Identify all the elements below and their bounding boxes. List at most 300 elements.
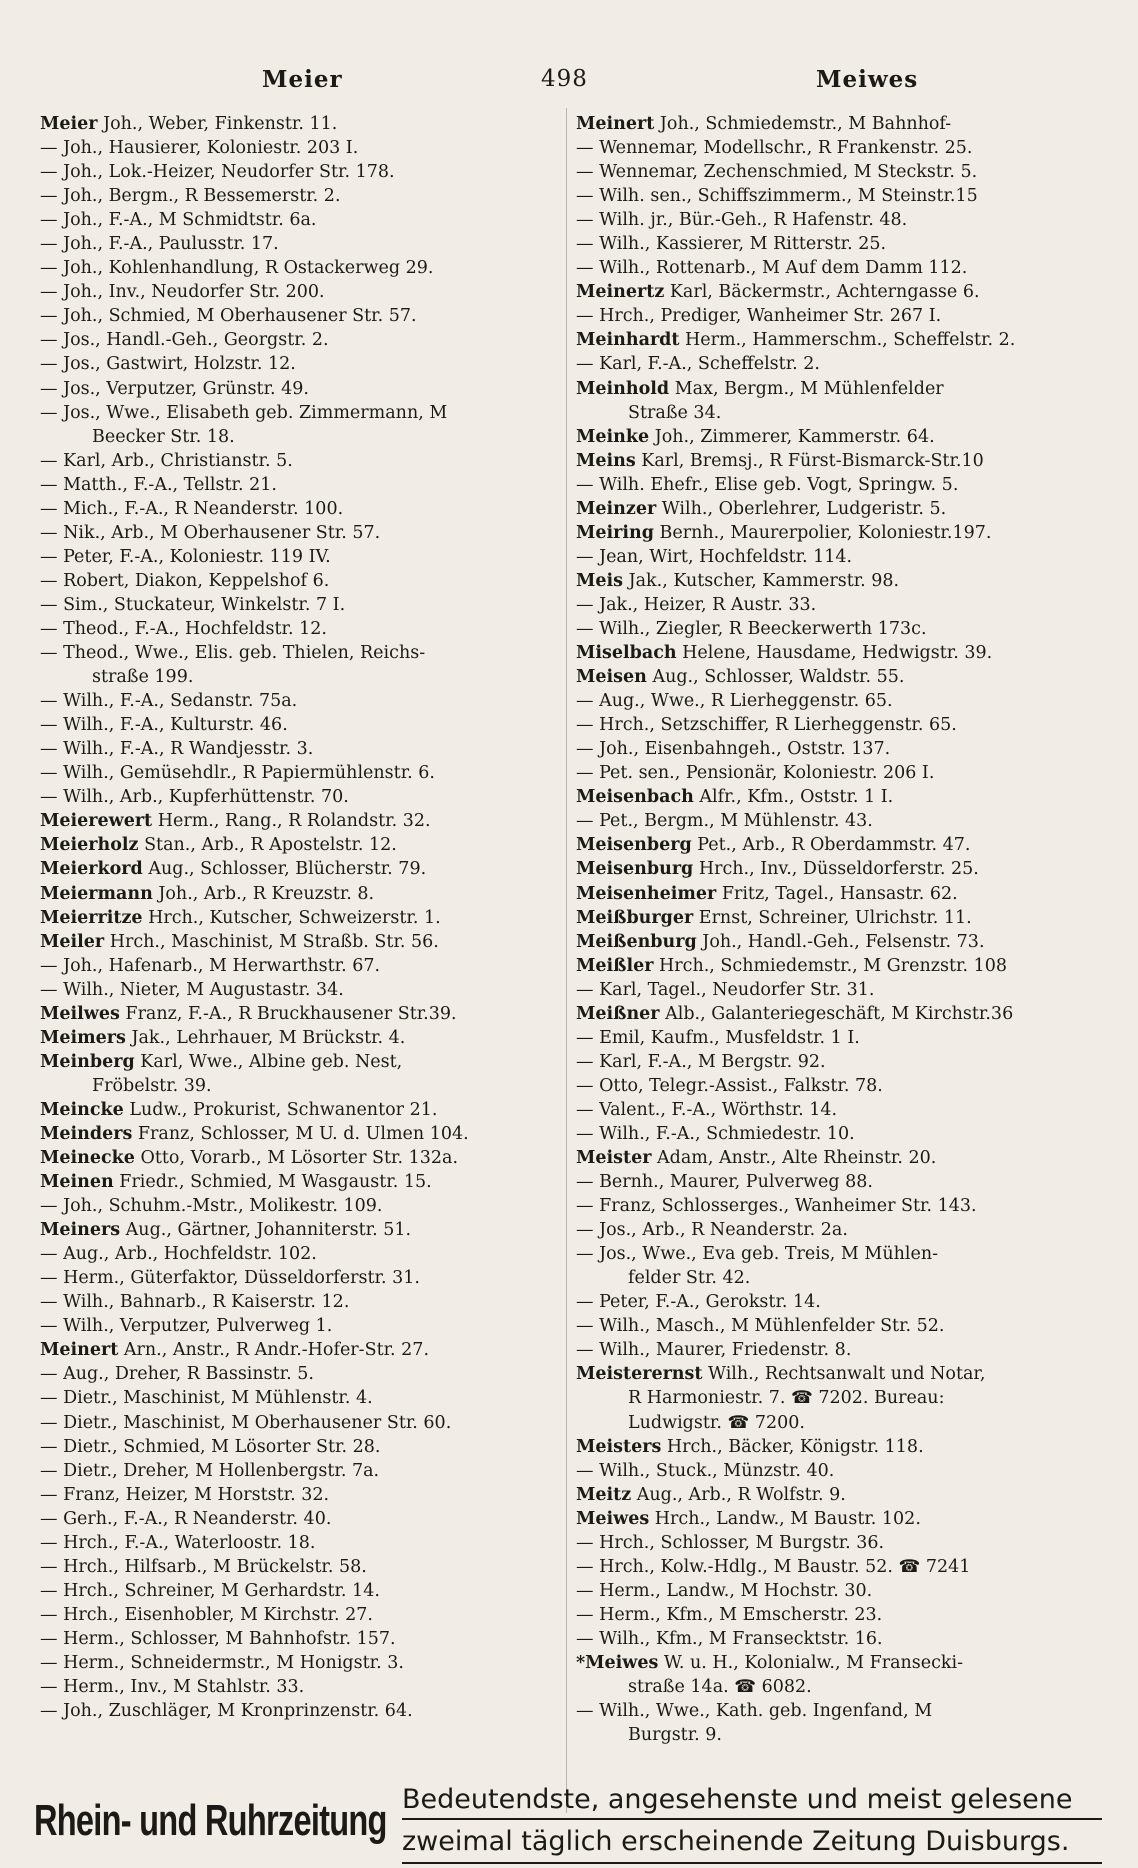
directory-entry xyxy=(576,1266,1096,1290)
directory-entry xyxy=(576,1194,1096,1218)
entry-surname: Meierritze xyxy=(40,907,143,928)
entry-details: — Hrch., Kolw.-Hdlg., M Baustr. 52. ☎ 7241 xyxy=(576,1556,971,1577)
entry-details: — Hrch., Setzschiffer, R Lierheggenstr. 65. xyxy=(576,715,957,736)
directory-entry xyxy=(40,1098,560,1122)
directory-entry xyxy=(576,1074,1096,1098)
directory-entry xyxy=(576,857,1096,881)
directory-entry xyxy=(40,689,560,713)
entry-details: — Jos., Handl.-Geh., Georgstr. 2. xyxy=(40,330,329,351)
entry-details: — Aug., Dreher, R Bassinstr. 5. xyxy=(40,1364,314,1385)
entry-details: — Herm., Landw., M Hochstr. 30. xyxy=(576,1580,873,1601)
entry-details: Otto, Vorarb., M Lösorter Str. 132a. xyxy=(134,1148,459,1169)
directory-entry xyxy=(576,1290,1096,1314)
directory-entry xyxy=(40,545,560,569)
entry-surname: Miselbach xyxy=(576,643,677,664)
entry-surname: Meisen xyxy=(576,667,647,688)
entry-surname: Meinberg xyxy=(40,1051,135,1072)
entry-details: — Theod., Wwe., Elis. geb. Thielen, Reichs- xyxy=(40,643,426,664)
directory-entry xyxy=(40,232,560,256)
directory-entry xyxy=(40,1266,560,1290)
entry-surname: Meinhardt xyxy=(576,330,680,351)
directory-entry xyxy=(576,352,1096,376)
entry-details: Ludw., Prokurist, Schwanentor 21. xyxy=(123,1099,438,1120)
entry-details: — Wilh., Maurer, Friedenstr. 8. xyxy=(576,1340,852,1361)
entry-surname: Meimers xyxy=(40,1027,126,1048)
entry-details: — Karl, F.-A., Scheffelstr. 2. xyxy=(576,354,820,375)
directory-entry xyxy=(40,449,560,473)
entry-details: Wilh., Oberlehrer, Ludgeristr. 5. xyxy=(656,498,947,519)
entry-details: — Karl, Tagel., Neudorfer Str. 31. xyxy=(576,979,875,1000)
directory-entry xyxy=(576,401,1096,425)
entry-surname: Meitz xyxy=(576,1484,632,1505)
directory-entry xyxy=(40,521,560,545)
directory-entry xyxy=(40,1435,560,1459)
directory-entry xyxy=(576,208,1096,232)
directory-entry xyxy=(576,112,1096,136)
directory-entry xyxy=(576,1242,1096,1266)
directory-entry xyxy=(576,473,1096,497)
entry-details: W. u. H., Kolonialw., M Fransecki- xyxy=(658,1653,964,1673)
directory-entry xyxy=(576,1050,1096,1074)
entry-surname: Meisenheimer xyxy=(576,883,717,904)
directory-entry xyxy=(576,545,1096,569)
directory-entry xyxy=(576,256,1096,280)
entry-details: Herm., Rang., R Rolandstr. 32. xyxy=(152,811,431,832)
entry-details: — Wilh., Kassierer, M Ritterstr. 25. xyxy=(576,234,887,255)
entry-details: Pet., Arb., R Oberdammstr. 47. xyxy=(691,835,971,856)
directory-entry xyxy=(576,425,1096,449)
entry-surname: Meiners xyxy=(40,1220,121,1241)
entry-details: — Bernh., Maurer, Pulverweg 88. xyxy=(576,1172,873,1193)
directory-entry xyxy=(576,1675,1096,1699)
directory-entry xyxy=(576,1218,1096,1242)
entry-details: Fritz, Tagel., Hansastr. 62. xyxy=(716,883,958,904)
entry-details: — Dietr., Maschinist, M Mühlenstr. 4. xyxy=(40,1388,373,1409)
directory-entry xyxy=(40,1627,560,1651)
entry-details: — Franz, Schlosserges., Wanheimer Str. 143. xyxy=(576,1196,977,1217)
entry-details: — Theod., F.-A., Hochfeldstr. 12. xyxy=(40,618,327,639)
directory-entry xyxy=(40,1170,560,1194)
directory-entry xyxy=(40,617,560,641)
directory-entry xyxy=(576,377,1096,401)
directory-entry xyxy=(576,785,1096,809)
directory-entry xyxy=(40,1314,560,1338)
entry-details: Alb., Galanteriegeschäft, M Kirchstr.36 xyxy=(659,1003,1014,1024)
entry-details: — Jos., Arb., R Neanderstr. 2a. xyxy=(576,1220,848,1241)
directory-entry xyxy=(40,112,560,136)
newspaper-logo: Rhein- und Ruhrzeitung xyxy=(34,1796,387,1845)
directory-entry xyxy=(576,232,1096,256)
entry-details: Hrch., Landw., M Baustr. 102. xyxy=(649,1508,921,1529)
directory-entry xyxy=(40,280,560,304)
entry-details: — Joh., Inv., Neudorfer Str. 200. xyxy=(40,282,325,303)
entry-details: — Wennemar, Modellschr., R Frankenstr. 25. xyxy=(576,138,973,159)
directory-entry xyxy=(576,1026,1096,1050)
directory-entry xyxy=(40,1122,560,1146)
entry-details: Aug., Schlosser, Blücherstr. 79. xyxy=(142,859,427,880)
directory-entry xyxy=(576,713,1096,737)
entry-details: — Jak., Heizer, R Austr. 33. xyxy=(576,594,817,615)
left-column xyxy=(40,112,560,1723)
entry-details: Hrch., Bäcker, Königstr. 118. xyxy=(661,1436,924,1457)
entry-details: Helene, Hausdame, Hedwigstr. 39. xyxy=(676,643,993,664)
directory-entry xyxy=(40,1675,560,1699)
entry-details: — Wilh., Bahnarb., R Kaiserstr. 12. xyxy=(40,1292,350,1313)
entry-surname: Meiermann xyxy=(40,883,153,904)
entry-surname: Meinert xyxy=(576,114,655,134)
directory-entry xyxy=(40,785,560,809)
entry-details: — Herm., Güterfaktor, Düsseldorferstr. 31. xyxy=(40,1268,420,1289)
entry-details: — Joh., Bergm., R Bessemerstr. 2. xyxy=(40,186,341,207)
entry-details: Joh., Weber, Finkenstr. 11. xyxy=(97,114,338,134)
entry-details: — Wennemar, Zechenschmied, M Steckstr. 5. xyxy=(576,162,978,183)
entry-surname: Meisterernst xyxy=(576,1364,703,1385)
entry-details: — Wilh. sen., Schiffszimmerm., M Steinstr.15 xyxy=(576,186,978,207)
entry-surname: Meinen xyxy=(40,1172,114,1193)
entry-details: — Wilh., F.-A., Schmiedestr. 10. xyxy=(576,1123,855,1144)
directory-entry xyxy=(40,930,560,954)
directory-entry xyxy=(576,1314,1096,1338)
entry-details: Karl, Bäckermstr., Achterngasse 6. xyxy=(664,282,980,303)
entry-details: Aug., Schlosser, Waldstr. 55. xyxy=(646,667,905,688)
directory-entry xyxy=(40,1050,560,1074)
entry-details: — Hrch., Schlosser, M Burgstr. 36. xyxy=(576,1532,885,1553)
entry-details: — Jean, Wirt, Hochfeldstr. 114. xyxy=(576,546,853,567)
directory-entry xyxy=(576,1603,1096,1627)
directory-entry xyxy=(40,761,560,785)
directory-entry xyxy=(40,497,560,521)
directory-entry xyxy=(40,833,560,857)
entry-details: — Wilh. jr., Bür.-Geh., R Hafenstr. 48. xyxy=(576,210,908,231)
directory-entry xyxy=(40,1146,560,1170)
directory-entry xyxy=(576,521,1096,545)
directory-entry xyxy=(576,882,1096,906)
directory-entry xyxy=(40,978,560,1002)
directory-entry xyxy=(576,497,1096,521)
entry-surname: Meierholz xyxy=(40,835,139,856)
entry-details: — Gerh., F.-A., R Neanderstr. 40. xyxy=(40,1508,332,1529)
directory-entry xyxy=(40,1386,560,1410)
directory-entry xyxy=(40,256,560,280)
entry-details: — Valent., F.-A., Wörthstr. 14. xyxy=(576,1099,838,1120)
entry-details: Jak., Lehrhauer, M Brückstr. 4. xyxy=(125,1027,406,1048)
entry-details: — Peter, F.-A., Gerokstr. 14. xyxy=(576,1292,821,1313)
entry-details: Ludwigstr. ☎ 7200. xyxy=(628,1412,805,1433)
entry-surname: Meincke xyxy=(40,1099,124,1120)
directory-entry xyxy=(576,1555,1096,1579)
entry-details: Herm., Hammerschm., Scheffelstr. 2. xyxy=(679,330,1016,351)
entry-details: — Franz, Heizer, M Horststr. 32. xyxy=(40,1484,330,1505)
directory-entry xyxy=(576,1483,1096,1507)
directory-entry xyxy=(40,737,560,761)
directory-entry xyxy=(576,593,1096,617)
entry-surname: Meilwes xyxy=(40,1003,120,1024)
entry-details: — Mich., F.-A., R Neanderstr. 100. xyxy=(40,498,344,519)
entry-details: — Herm., Schlosser, M Bahnhofstr. 157. xyxy=(40,1628,396,1649)
entry-details: Jak., Kutscher, Kammerstr. 98. xyxy=(623,570,900,591)
directory-entry xyxy=(576,1338,1096,1362)
directory-entry xyxy=(576,1435,1096,1459)
directory-entry xyxy=(576,954,1096,978)
entry-details: — Joh., Schmied, M Oberhausener Str. 57. xyxy=(40,306,417,327)
entry-details: — Wilh., Arb., Kupferhüttenstr. 70. xyxy=(40,787,349,808)
entry-details: Karl, Wwe., Albine geb. Nest, xyxy=(134,1051,403,1072)
directory-entry xyxy=(576,1170,1096,1194)
entry-surname: Meißler xyxy=(576,955,654,976)
entry-surname: Meinertz xyxy=(576,282,665,303)
entry-details: — Wilh. Ehefr., Elise geb. Vogt, Springw. 5. xyxy=(576,474,959,495)
entry-details: R Harmoniestr. 7. ☎ 7202. Bureau: xyxy=(628,1388,945,1409)
entry-surname: Meinzer xyxy=(576,498,657,519)
directory-entry xyxy=(40,1026,560,1050)
entry-details: — Joh., Schuhm.-Mstr., Molikestr. 109. xyxy=(40,1196,383,1217)
entry-surname: Meinders xyxy=(40,1123,133,1144)
running-header-right: Meiwes xyxy=(816,66,919,93)
entry-details: — Emil, Kaufm., Musfeldstr. 1 I. xyxy=(576,1027,860,1048)
entry-details: — Karl, Arb., Christianstr. 5. xyxy=(40,450,293,471)
ad-bottom-line xyxy=(402,1862,1102,1864)
entry-details: — Herm., Kfm., M Emscherstr. 23. xyxy=(576,1604,883,1625)
entry-details: Straße 34. xyxy=(628,402,722,423)
entry-details: — Wilh., Gemüsehdlr., R Papiermühlenstr. 6. xyxy=(40,763,435,784)
entry-details: — Jos., Wwe., Eva geb. Treis, M Mühlen- xyxy=(576,1244,939,1265)
entry-details: Joh., Zimmerer, Kammerstr. 64. xyxy=(649,426,935,447)
directory-entry xyxy=(40,1507,560,1531)
directory-entry xyxy=(576,449,1096,473)
directory-entry xyxy=(40,809,560,833)
entry-details: Max, Bergm., M Mühlenfelder xyxy=(669,378,944,399)
directory-entry xyxy=(40,954,560,978)
entry-surname: Meisenbach xyxy=(576,787,694,808)
ad-line-2: zweimal täglich erscheinende Zeitung Duisburgs. xyxy=(402,1826,1070,1857)
directory-entry xyxy=(40,906,560,930)
entry-details: — Robert, Diakon, Keppelshof 6. xyxy=(40,570,330,591)
advertisement xyxy=(34,1778,1104,1864)
entry-details: — Peter, F.-A., Koloniestr. 119 IV. xyxy=(40,546,331,567)
entry-details: — Aug., Wwe., R Lierheggenstr. 65. xyxy=(576,691,893,712)
directory-entry xyxy=(40,1579,560,1603)
directory-entry xyxy=(40,1531,560,1555)
directory-entry xyxy=(40,1242,560,1266)
directory-entry xyxy=(576,1531,1096,1555)
column-divider xyxy=(566,108,567,1813)
directory-entry xyxy=(576,1362,1096,1386)
directory-entry xyxy=(40,569,560,593)
directory-entry xyxy=(40,1699,560,1723)
entry-details: Beecker Str. 18. xyxy=(92,426,235,447)
entry-details: — Pet., Bergm., M Mühlenstr. 43. xyxy=(576,811,873,832)
entry-details: Hrch., Inv., Düsseldorferstr. 25. xyxy=(693,859,979,880)
entry-surname: Meister xyxy=(576,1148,652,1169)
entry-details: — Joh., F.-A., Paulusstr. 17. xyxy=(40,234,279,255)
directory-entry xyxy=(576,833,1096,857)
directory-entry xyxy=(576,569,1096,593)
entry-details: Stan., Arb., R Apostelstr. 12. xyxy=(138,835,397,856)
entry-details: Ernst, Schreiner, Ulrichstr. 11. xyxy=(693,907,972,928)
entry-details: — Jos., Wwe., Elisabeth geb. Zimmermann, M xyxy=(40,402,448,423)
entry-details: Aug., Arb., R Wolfstr. 9. xyxy=(631,1484,846,1505)
entry-details: — Aug., Arb., Hochfeldstr. 102. xyxy=(40,1244,317,1265)
directory-entry xyxy=(576,1723,1096,1747)
entry-details: — Wilh., Ziegler, R Beeckerwerth 173c. xyxy=(576,618,927,639)
directory-entry xyxy=(40,1002,560,1026)
entry-details: — Wilh., Verputzer, Pulverweg 1. xyxy=(40,1316,333,1337)
directory-entry xyxy=(40,1362,560,1386)
directory-entry xyxy=(576,280,1096,304)
directory-entry xyxy=(576,160,1096,184)
entry-details: Friedr., Schmied, M Wasgaustr. 15. xyxy=(113,1172,432,1193)
entry-details: — Wilh., Masch., M Mühlenfelder Str. 52. xyxy=(576,1316,945,1337)
entry-details: — Sim., Stuckateur, Winkelstr. 7 I. xyxy=(40,594,346,615)
entry-details: — Joh., Hausierer, Koloniestr. 203 I. xyxy=(40,138,359,159)
directory-entry xyxy=(40,593,560,617)
directory-entry xyxy=(576,304,1096,328)
directory-entry xyxy=(40,1218,560,1242)
entry-surname: Meinke xyxy=(576,426,650,447)
directory-entry xyxy=(576,1411,1096,1435)
directory-entry xyxy=(40,665,560,689)
entry-details: Burgstr. 9. xyxy=(628,1725,722,1746)
directory-entry xyxy=(40,641,560,665)
directory-entry xyxy=(40,1483,560,1507)
entry-details: — Joh., Hafenarb., M Herwarthstr. 67. xyxy=(40,955,381,976)
directory-entry xyxy=(576,641,1096,665)
directory-entry xyxy=(576,184,1096,208)
directory-entry xyxy=(40,1411,560,1435)
directory-entry xyxy=(576,665,1096,689)
entry-details: Adam, Anstr., Alte Rheinstr. 20. xyxy=(651,1148,937,1169)
directory-entry xyxy=(576,689,1096,713)
entry-details: — Wilh., F.-A., R Wandjesstr. 3. xyxy=(40,739,314,760)
entry-surname: Meins xyxy=(576,450,636,471)
entry-details: felder Str. 42. xyxy=(628,1268,751,1289)
entry-details: Joh., Arb., R Kreuzstr. 8. xyxy=(152,883,375,904)
directory-entry xyxy=(576,737,1096,761)
entry-details: Fröbelstr. 39. xyxy=(92,1075,212,1096)
entry-details: — Matth., F.-A., Tellstr. 21. xyxy=(40,474,277,495)
entry-details: — Wilh., F.-A., Kulturstr. 46. xyxy=(40,715,288,736)
directory-entry xyxy=(576,1002,1096,1026)
entry-details: — Wilh., F.-A., Sedanstr. 75a. xyxy=(40,691,298,712)
entry-surname: Meiring xyxy=(576,522,654,543)
entry-surname: Meißenburg xyxy=(576,931,697,952)
entry-details: — Dietr., Dreher, M Hollenbergstr. 7a. xyxy=(40,1460,380,1481)
entry-details: Hrch., Maschinist, M Straßb. Str. 56. xyxy=(104,931,439,952)
entry-details: — Otto, Telegr.-Assist., Falkstr. 78. xyxy=(576,1075,883,1096)
entry-details: — Jos., Verputzer, Grünstr. 49. xyxy=(40,378,309,399)
entry-details: — Wilh., Kfm., M Fransecktstr. 16. xyxy=(576,1628,883,1649)
entry-details: — Joh., Zuschläger, M Kronprinzenstr. 64. xyxy=(40,1701,413,1722)
entry-details: Franz, Schlosser, M U. d. Ulmen 104. xyxy=(132,1123,469,1144)
entry-details: — Herm., Inv., M Stahlstr. 33. xyxy=(40,1677,305,1698)
entry-details: Alfr., Kfm., Oststr. 1 I. xyxy=(693,787,894,808)
directory-entry xyxy=(576,1146,1096,1170)
ad-divider-line xyxy=(402,1818,1102,1820)
entry-surname: Meier xyxy=(40,114,98,134)
entry-details: Joh., Schmiedemstr., M Bahnhof- xyxy=(654,114,952,134)
entry-details: Karl, Bremsj., R Fürst-Bismarck-Str.10 xyxy=(635,450,984,471)
entry-surname: Meinecke xyxy=(40,1148,135,1169)
directory-entry xyxy=(40,713,560,737)
right-column xyxy=(576,112,1096,1747)
entry-details: Joh., Handl.-Geh., Felsenstr. 73. xyxy=(696,931,985,952)
directory-entry xyxy=(576,1386,1096,1410)
directory-entry xyxy=(576,1699,1096,1723)
entry-surname: Meinert xyxy=(40,1340,119,1361)
directory-entry xyxy=(576,761,1096,785)
entry-details: — Joh., Kohlenhandlung, R Ostackerweg 29. xyxy=(40,258,434,279)
entry-details: — Hrch., Eisenhobler, M Kirchstr. 27. xyxy=(40,1604,373,1625)
entry-surname: Meiwes xyxy=(576,1508,650,1529)
directory-entry xyxy=(40,136,560,160)
entry-details: straße 199. xyxy=(92,667,194,688)
entry-surname: Meisenberg xyxy=(576,835,692,856)
directory-entry xyxy=(576,906,1096,930)
ad-line-1: Bedeutendste, angesehenste und meist gelesene xyxy=(402,1784,1073,1815)
directory-entry xyxy=(40,401,560,425)
directory-entry xyxy=(40,882,560,906)
entry-details: Franz, F.-A., R Bruckhausener Str.39. xyxy=(119,1003,457,1024)
directory-entry xyxy=(576,809,1096,833)
entry-surname: Meißburger xyxy=(576,907,694,928)
directory-entry xyxy=(40,352,560,376)
directory-entry xyxy=(576,617,1096,641)
directory-entry xyxy=(576,328,1096,352)
entry-details: Hrch., Schmiedemstr., M Grenzstr. 108 xyxy=(653,955,1007,976)
entry-surname: Meis xyxy=(576,570,624,591)
entry-details: — Joh., F.-A., M Schmidtstr. 6a. xyxy=(40,210,317,231)
entry-details: — Joh., Eisenbahngeh., Oststr. 137. xyxy=(576,739,891,760)
entry-details: — Hrch., Hilfsarb., M Brückelstr. 58. xyxy=(40,1556,367,1577)
entry-details: — Dietr., Maschinist, M Oberhausener Str. 60. xyxy=(40,1412,452,1433)
directory-entry xyxy=(576,1122,1096,1146)
running-header-left: Meier xyxy=(262,66,343,93)
directory-entry xyxy=(40,377,560,401)
directory-entry xyxy=(576,1627,1096,1651)
entry-details: — Dietr., Schmied, M Lösorter Str. 28. xyxy=(40,1436,381,1457)
directory-entry xyxy=(40,328,560,352)
entry-surname: Meierewert xyxy=(40,811,153,832)
directory-entry xyxy=(40,1290,560,1314)
directory-entry xyxy=(576,978,1096,1002)
entry-surname: Meisters xyxy=(576,1436,662,1457)
entry-details: Arn., Anstr., R Andr.-Hofer-Str. 27. xyxy=(118,1340,430,1361)
entry-surname: *Meiwes xyxy=(576,1653,659,1673)
directory-entry xyxy=(576,1459,1096,1483)
entry-details: — Wilh., Rottenarb., M Auf dem Damm 112. xyxy=(576,258,968,279)
directory-entry xyxy=(40,304,560,328)
directory-entry xyxy=(40,160,560,184)
directory-entry xyxy=(576,1507,1096,1531)
entry-details: Aug., Gärtner, Johanniterstr. 51. xyxy=(120,1220,412,1241)
entry-details: Hrch., Kutscher, Schweizerstr. 1. xyxy=(142,907,441,928)
directory-entry xyxy=(40,1603,560,1627)
directory-entry xyxy=(40,208,560,232)
page-number: 498 xyxy=(541,66,588,92)
entry-details: — Joh., Lok.-Heizer, Neudorfer Str. 178. xyxy=(40,162,395,183)
entry-details: — Hrch., Prediger, Wanheimer Str. 267 I. xyxy=(576,306,942,327)
entry-surname: Meißner xyxy=(576,1003,660,1024)
entry-details: straße 14a. ☎ 6082. xyxy=(628,1677,812,1698)
directory-entry xyxy=(40,184,560,208)
directory-entry xyxy=(576,1651,1096,1675)
directory-entry xyxy=(40,1459,560,1483)
directory-entry xyxy=(576,136,1096,160)
directory-entry xyxy=(576,1098,1096,1122)
entry-details: Wilh., Rechtsanwalt und Notar, xyxy=(702,1364,986,1385)
directory-entry xyxy=(576,930,1096,954)
directory-entry xyxy=(40,1651,560,1675)
